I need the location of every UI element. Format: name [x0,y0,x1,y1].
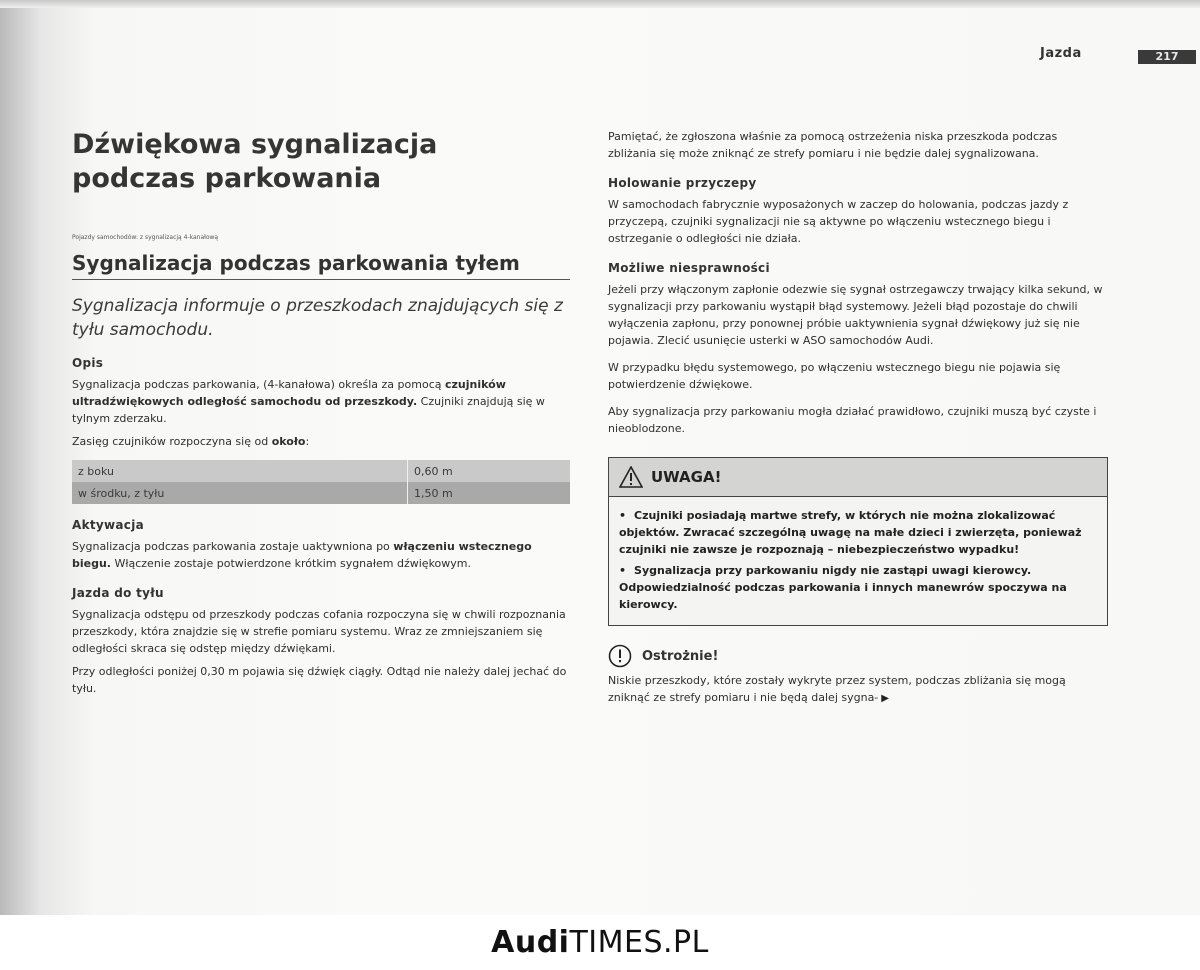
right-intro-paragraph: Pamiętać, że zgłoszona właśnie za pomocą ostrzeżenia niska przeszkoda podczas zbliżania się może zniknąć ze strefy pomiaru i nie będzie dalej sygnalizowana. [608,130,1058,160]
table-row [72,460,570,482]
warning-body [609,497,1107,625]
warning-item [619,562,1097,613]
opis-p2-post: : [305,435,310,448]
page-top-edge [0,0,1200,8]
opis-p2-bold: około [271,435,306,448]
opis-p1-bold: czujników ultradźwiękowych odległość samochodu od przeszkody. [72,378,506,408]
mozliwe-heading: Możliwe niesprawności [608,261,770,275]
caution-paragraph [608,672,1108,707]
jazda-heading: Jazda do tyłu [72,586,164,600]
warning-label: UWAGA! [651,468,722,486]
table-cell-value: 1,50 m [408,482,571,504]
brand-rest: TIMES.PL [569,925,709,960]
warning-triangle-icon [619,466,643,488]
mozliwe-paragraph-1: Jeżeli przy włączonym zapłonie odezwie się sygnał ostrzegawczy trwający kilka sekund, w sygnalizacji przy parkowaniu wystąpił błąd systemowy. Jeżeli błąd pozostaje do chwili wyłączenia zapłonu, przy ponownej próbie uaktywnienia sygnał dźwiękowy już się nie pojawia. Zlecić usunięcie usterki w ASO samochodów Audi. [608,283,1103,347]
aktywacja-p-pre: Sygnalizacja podczas parkowania zostaje uaktywniona po [72,540,394,553]
aktywacja-paragraph [72,538,572,572]
table-cell-label: w środku, z tyłu [72,482,408,504]
mozliwe-paragraph-3: Aby sygnalizacja przy parkowaniu mogła działać prawidłowo, czujniki muszą być czyste i nieoblodzone. [608,405,1097,435]
table-cell-value: 0,60 m [408,460,571,482]
table-cell-label: z boku [72,460,408,482]
aktywacja-p-bold: włączeniu wstecznego biegu. [72,540,532,570]
warning-item [619,507,1097,558]
table-row [72,482,570,504]
section-title: Sygnalizacja podczas parkowania tyłem [72,251,570,280]
caution-header [608,644,1108,668]
warning-item-text: Czujniki posiadają martwe strefy, w których nie można zlokalizować objektów. Zwracać szczególną uwagę na małe dzieci i zwierzęta, ponieważ czujniki nie zawsze je rozpoznają – niebezpieczeństwo wypadku! [619,509,1082,556]
jazda-paragraph-2: Przy odległości poniżej 0,30 m pojawia się dźwięk ciągły. Odtąd nie należy dalej jechać do tyłu. [72,665,567,695]
opis-p1-pre: Sygnalizacja podczas parkowania, (4-kanałowa) określa za pomocą [72,378,445,391]
brand-bold: Audi [491,925,570,960]
jazda-paragraph-1: Sygnalizacja odstępu od przeszkody podczas cofania rozpoczyna się w chwili rozpoznania przeszkody, która znajdzie się w strefie pomiaru systemu. Wraz ze zmniejszaniem się odległości skraca się odstęp między dźwiękami. [72,608,566,655]
opis-paragraph-1 [72,376,572,427]
warning-box [608,457,1108,626]
footer-brand [0,925,1200,960]
bullet-icon: • [619,564,627,577]
left-column [72,128,572,697]
right-column [608,128,1108,707]
main-title-line2: podczas parkowania [72,163,382,194]
caution-circle-icon [608,644,632,668]
mozliwe-paragraph-2: W przypadku błędu systemowego, po włączeniu wstecznego biegu nie pojawia się potwierdzenie dźwiękowe. [608,361,1061,391]
bullet-icon: • [619,509,627,522]
warning-header [609,458,1107,497]
opis-p1-post: Czujniki znajdują się w tylnym zderzaku. [72,395,545,425]
main-title [72,128,572,196]
opis-p2-pre: Zasięg czujników rozpoczyna się od [72,435,272,448]
holowanie-paragraph: W samochodach fabrycznie wyposażonych w zaczep do holowania, podczas jazdy z przyczepą, czujniki sygnalizacji nie są aktywne po włączeniu wstecznego biegu i ostrzeganie o odległości nie działa. [608,198,1069,245]
caution-text: Niskie przeszkody, które zostały wykryte przez system, podczas zbliżania się mogą zniknąć ze strefy pomiaru i nie będą dalej sygna- [608,674,1066,704]
main-title-line1: Dźwiękowa sygnalizacja [72,129,438,160]
page-number: 217 [1138,50,1196,64]
opis-heading: Opis [72,356,104,370]
running-head: Jazda [1040,46,1082,61]
caution-label: Ostrożnie! [642,648,719,664]
warning-item-text: Sygnalizacja przy parkowaniu nigdy nie zastąpi uwagi kierowcy. Odpowiedzialność podczas parkowania i innych manewrów spoczywa na kierowcy. [619,564,1067,611]
aktywacja-p-post: Włączenie zostaje potwierdzone krótkim sygnałem dźwiękowym. [111,557,472,570]
breadcrumb: Pojazdy samochodów: z sygnalizacją 4-kanałową [72,234,219,241]
range-table [72,460,570,504]
intro-text: Sygnalizacja informuje o przeszkodach znajdujących się z tyłu samochodu. [72,296,563,340]
aktywacja-heading: Aktywacja [72,518,145,532]
continue-arrow-icon: ▶ [881,693,889,704]
holowanie-heading: Holowanie przyczepy [608,176,757,190]
opis-paragraph-2 [72,433,572,450]
